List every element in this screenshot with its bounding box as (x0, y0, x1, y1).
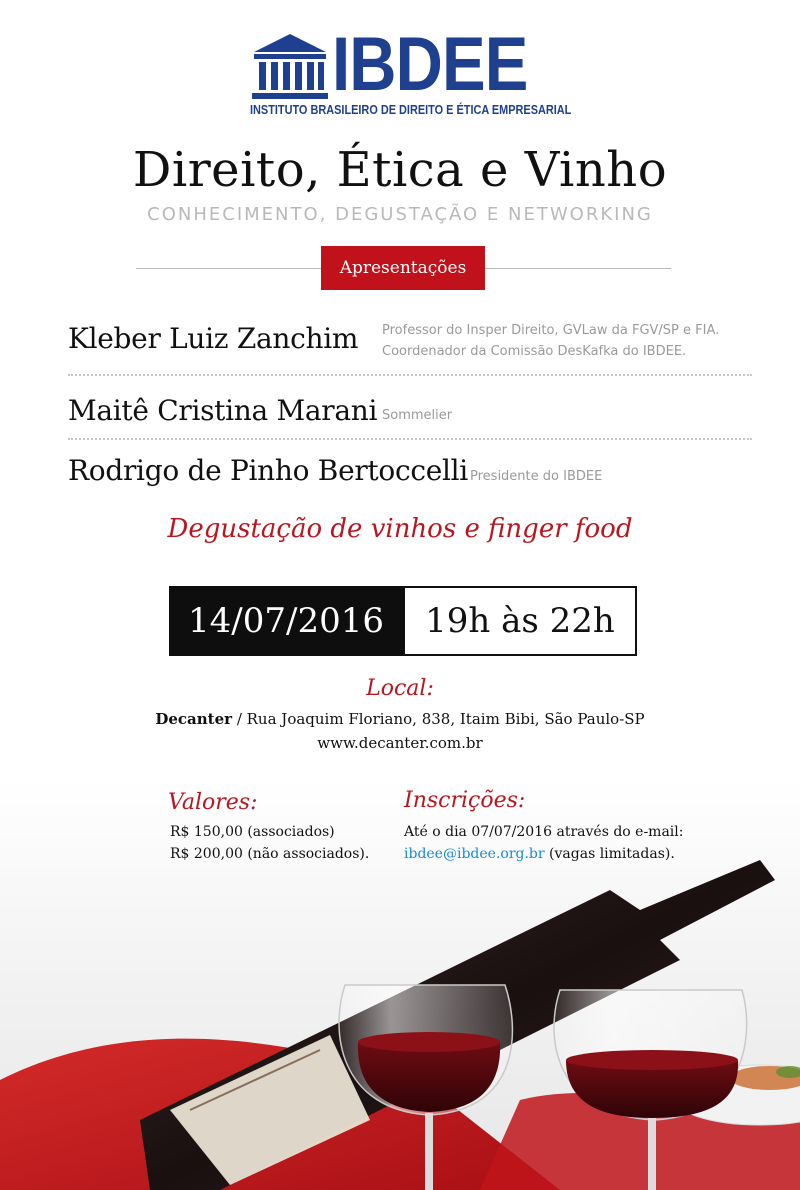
dotted-divider (68, 438, 752, 440)
presenter-role: Coordenador da Comissão DesKafka do IBDEE. (382, 344, 687, 359)
presenter-role: Professor do Insper Direito, GVLaw da FGV/SP e FIA. (382, 323, 720, 338)
presenter-role: Sommelier (382, 408, 453, 423)
price-associates: R$ 150,00 (associados) (170, 824, 335, 840)
event-date: 14/07/2016 (169, 586, 403, 656)
venue-address: / Rua Joaquim Floriano, 838, Itaim Bibi, São Paulo-SP (232, 710, 645, 728)
divider-left (136, 268, 321, 269)
registration-heading: Inscrições: (404, 788, 526, 813)
section-badge: Apresentações (321, 246, 485, 290)
event-subtitle: CONHECIMENTO, DEGUSTAÇÃO E NETWORKING (147, 204, 653, 225)
local-address (0, 710, 800, 728)
price-non-associates: R$ 200,00 (não associados). (170, 846, 370, 862)
local-heading: Local: (366, 676, 434, 701)
presenter-role: Presidente do IBDEE (470, 469, 603, 484)
venue-url[interactable]: www.decanter.com.br (317, 734, 483, 752)
dotted-divider (68, 374, 752, 376)
presenter-name: Maitê Cristina Marani (68, 394, 378, 427)
logo-subtitle: INSTITUTO BRASILEIRO DE DIREITO E ÉTICA EMPRESARIAL (250, 102, 572, 117)
presenter-name: Kleber Luiz Zanchim (68, 322, 359, 355)
divider-right (485, 268, 671, 269)
event-title: Direito, Ética e Vinho (132, 142, 668, 198)
logo-wordmark: IBDEE (332, 22, 528, 107)
registration-contact (404, 846, 675, 862)
registration-deadline: Até o dia 07/07/2016 através do e-mail: (404, 824, 684, 840)
venue-name: Decanter (155, 710, 233, 728)
values-heading: Valores: (168, 790, 258, 815)
ibdee-logo (250, 22, 572, 122)
tasting-note: Degustação de vinhos e finger food (167, 514, 633, 544)
registration-note: (vagas limitadas). (544, 846, 675, 862)
presenter-name: Rodrigo de Pinho Bertoccelli (68, 454, 468, 487)
event-time: 19h às 22h (403, 586, 637, 656)
institution-building-icon (250, 32, 330, 102)
wine-photo (0, 780, 800, 1190)
registration-email-link[interactable]: ibdee@ibdee.org.br (404, 846, 545, 862)
